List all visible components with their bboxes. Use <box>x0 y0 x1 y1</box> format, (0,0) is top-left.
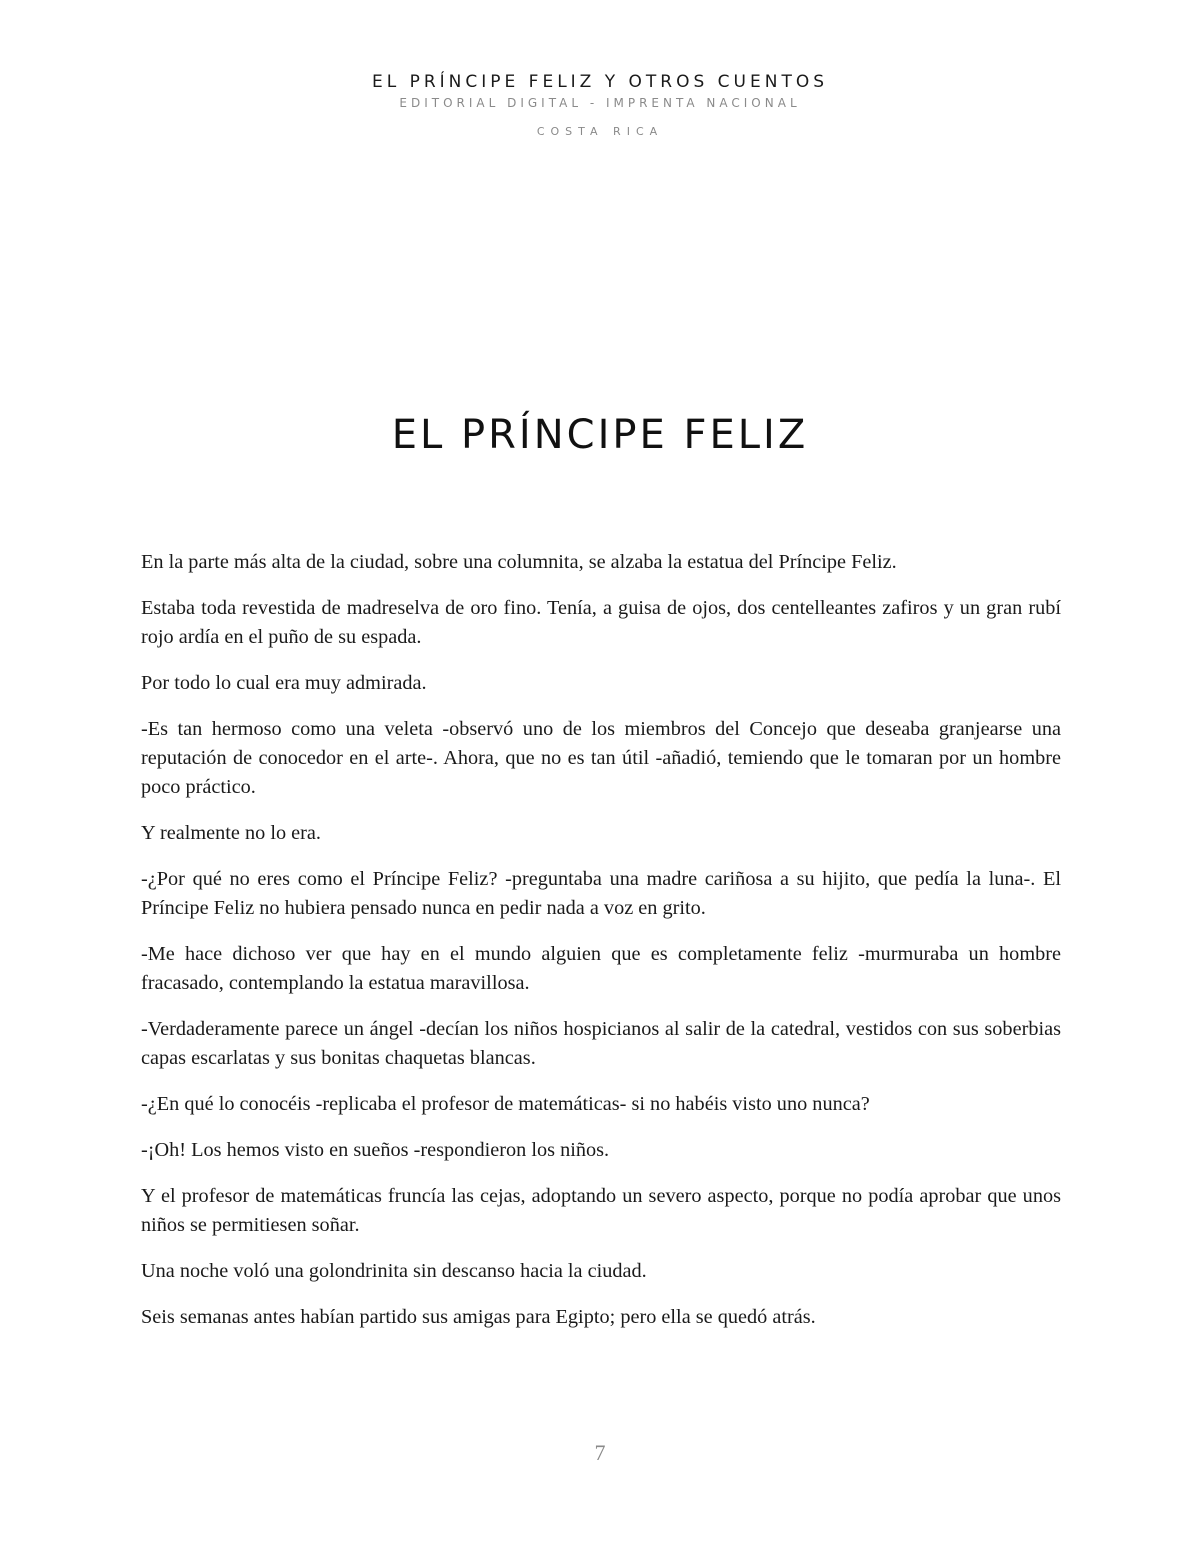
paragraph: -Verdaderamente parece un ángel -decían los niños hospicianos al salir de la catedral, vestidos con sus soberbias capas escarlatas y sus bonitas chaquetas blancas. <box>141 1018 1061 1069</box>
paragraph: Estaba toda revestida de madreselva de oro fino. Tenía, a guisa de ojos, dos centelleantes zafiros y un gran rubí rojo ardía en el puño de su espada. <box>141 597 1061 648</box>
paragraph: -Es tan hermoso como una veleta -observó uno de los miembros del Concejo que deseaba granjearse una reputación de conocedor en el arte-. Ahora, que no es tan útil -añadió, temiendo que le tomaran por un hombre poco práctico. <box>141 718 1061 798</box>
paragraph: -¡Oh! Los hemos visto en sueños -respondieron los niños. <box>141 1139 610 1161</box>
page-number: 7 <box>594 1440 606 1465</box>
running-header-country: COSTA RICA <box>536 125 664 138</box>
paragraph: Por todo lo cual era muy admirada. <box>141 672 427 694</box>
chapter-title: EL PRÍNCIPE FELIZ <box>391 412 809 458</box>
paragraph: Una noche voló una golondrinita sin descanso hacia la ciudad. <box>141 1260 647 1282</box>
paragraph: Y el profesor de matemáticas fruncía las cejas, adoptando un severo aspecto, porque no podía aprobar que unos niños se permitiesen soñar. <box>141 1185 1061 1236</box>
paragraph: En la parte más alta de la ciudad, sobre una columnita, se alzaba la estatua del Príncipe Feliz. <box>141 551 897 573</box>
paragraph: -¿En qué lo conocéis -replicaba el profesor de matemáticas- si no habéis visto uno nunca? <box>141 1093 870 1115</box>
paragraph: -Me hace dichoso ver que hay en el mundo alguien que es completamente feliz -murmuraba un hombre fracasado, contemplando la estatua maravillosa. <box>141 943 1061 994</box>
paragraph: -¿Por qué no eres como el Príncipe Feliz? -preguntaba una madre cariñosa a su hijito, que pedía la luna-. El Príncipe Feliz no hubiera pensado nunca en pedir nada a voz en grito. <box>141 868 1061 919</box>
body-text <box>141 548 1061 1349</box>
paragraph: Seis semanas antes habían partido sus amigas para Egipto; pero ella se quedó atrás. <box>141 1306 816 1328</box>
running-header-book-title: EL PRÍNCIPE FELIZ Y OTROS CUENTOS <box>371 72 828 92</box>
paragraph: Y realmente no lo era. <box>141 822 322 844</box>
running-header-publisher: EDITORIAL DIGITAL - IMPRENTA NACIONAL <box>399 96 801 110</box>
